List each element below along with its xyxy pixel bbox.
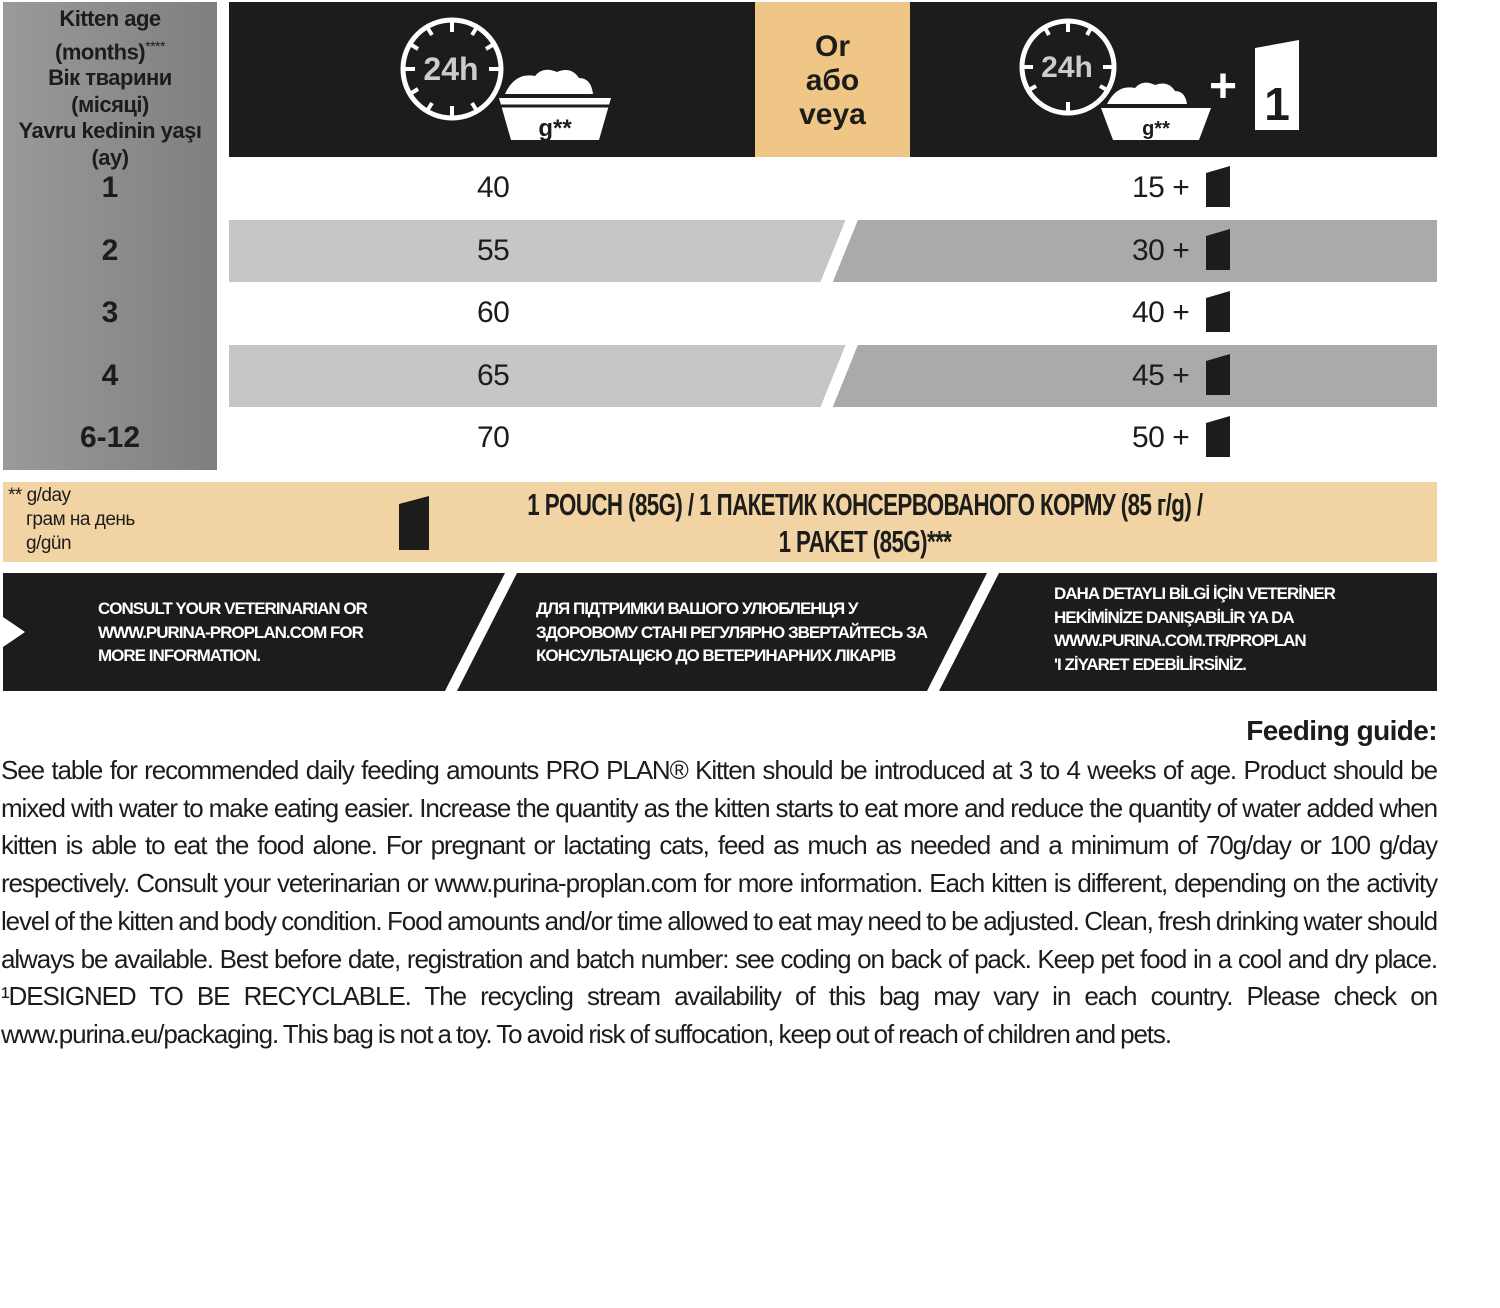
or-tr: veya (799, 98, 866, 131)
footer-tr-line: DAHA DETAYLI BİLGİ İÇİN VETERİNER (1054, 584, 1335, 603)
dry-amount: 70 (477, 421, 510, 455)
pouch-icon (1205, 165, 1231, 207)
legend-uk: грам на день (26, 509, 135, 530)
pouch-note-line1: 1 POUCH (85G) / 1 ПАКЕТИК КОНСЕРВОВАНОГО КОРМУ (85 г/g) / (527, 487, 1203, 522)
pouch-count: 1 (1264, 78, 1290, 130)
or-header (755, 2, 910, 157)
table-row (229, 407, 1437, 469)
table-row (229, 220, 1437, 282)
or-en: Or (814, 30, 850, 63)
age-value: 1 (101, 171, 119, 204)
age-header-en: Kitten age (59, 6, 161, 31)
unit-legend (8, 484, 135, 556)
footer-uk-line: ЗДОРОВОМУ СТАНІ РЕГУЛЯРНО ЗВЕРТАЙТЕСЬ ЗА (536, 622, 928, 642)
footer-uk-line: КОНСУЛЬТАЦІЄЮ ДО ВЕТЕРИНАРНИХ ЛІКАРІВ (536, 646, 896, 665)
footer-tr-line: 'I ZİYARET EDEBİLİRSİNİZ. (1054, 654, 1246, 674)
pouch-icon (1205, 353, 1231, 395)
bowl-label: g** (1142, 118, 1170, 140)
clock-label: 24h (423, 51, 479, 87)
age-header-tr: Yavru kedinin yaşı (18, 118, 202, 144)
mixed-amount (1132, 220, 1231, 282)
dry-amount: 60 (477, 296, 510, 330)
pouch-icon (1205, 415, 1231, 457)
mixed-grams: 50 + (1132, 421, 1190, 455)
pouch-icon (1205, 290, 1231, 332)
dry-amount: 65 (477, 358, 510, 392)
age-header (3, 6, 217, 171)
age-header-uk-unit: (місяці) (71, 91, 149, 117)
table-row (229, 345, 1437, 407)
bowl-label: g** (538, 115, 572, 142)
age-header-en-unit: (months) (55, 38, 146, 64)
mixed-grams: 40 + (1132, 296, 1190, 330)
footnote-mark: **** (145, 37, 165, 54)
footer-en-line: WWW.PURINA-PROPLAN.COM FOR (98, 622, 363, 642)
dry-amount: 40 (477, 171, 510, 204)
footer-en-line: MORE INFORMATION. (98, 646, 261, 665)
consult-footer (3, 573, 1437, 691)
pouch-icon (398, 494, 430, 550)
table-row (229, 157, 1437, 219)
footer-tr-line: WWW.PURINA.COM.TR/PROPLAN (1054, 631, 1306, 650)
age-value: 3 (101, 296, 119, 330)
clock-label: 24h (1041, 51, 1093, 84)
feeding-guide-text: See table for recommended daily feeding amounts PRO PLAN® Kitten should be introduced at 3 to 4 weeks of age. Product should be mixed with water to make eating easier. Increase the quantity as the kitten starts to eat more and reduce the quantity of water added when kitten is able to eat the food alone. For pregnant or lactating cats, feed as much as needed and a minimum of 70g/day or 100 g/day respectively. Consult your veterinarian or www.purina-proplan.com for more information. Each kitten is different, depending on the activity level of the kitten and body condition. Food amounts and/or time allowed to eat may need to be adjusted. Clean, fresh drinking water should always be available. Best before date, registration and batch number: see coding on back of pack. Keep pet food in a cool and dry place. ¹DESIGNED TO BE RECYCLABLE. The recycling stream availability of this bag may vary in each country. Please check on www.purina.eu/packaging. This bag is not a toy. To avoid risk of suffocation, keep out of reach of children and pets. (1, 755, 1437, 1049)
table-row (229, 282, 1437, 344)
mixed-grams: 45 + (1132, 358, 1190, 392)
feeding-guide-title: Feeding guide: (1246, 715, 1437, 746)
footer-en-line: CONSULT YOUR VETERINARIAN OR (98, 599, 367, 618)
pouch-note (430, 486, 1300, 560)
legend-tr: g/gün (26, 533, 72, 554)
footer-tr-line: HEKİMİNİZE DANIŞABİLİR YA DA (1054, 607, 1294, 627)
footer-en (98, 597, 367, 668)
dry-food-header (229, 2, 755, 157)
clock-bowl-pouch-icon (1015, 14, 1315, 144)
mixed-feeding-header (910, 2, 1437, 157)
legend-en: ** g/day (8, 485, 71, 506)
footer-uk-line: ДЛЯ ПІДТРИМКИ ВАШОГО УЛЮБЛЕНЦЯ У (536, 599, 858, 618)
dry-amount: 55 (477, 233, 510, 267)
age-header-uk: Вік тварини (48, 65, 172, 91)
mixed-grams: 15 + (1132, 171, 1190, 204)
footer-uk (536, 597, 927, 668)
mixed-amount (1132, 282, 1231, 344)
pouch-note-line2: 1 PAKET (85G)*** (778, 524, 952, 559)
age-value: 2 (101, 233, 119, 267)
mixed-amount (1132, 157, 1231, 219)
mixed-grams: 30 + (1132, 233, 1190, 267)
age-value: 6-12 (79, 421, 141, 455)
age-header-tr-unit: (ay) (91, 144, 129, 170)
clock-bowl-icon (397, 14, 617, 144)
pouch-icon (1205, 228, 1231, 270)
age-value: 4 (101, 358, 119, 392)
plus-sign: + (1208, 60, 1238, 113)
footer-tr (1054, 582, 1335, 676)
or-uk: або (805, 64, 860, 97)
mixed-amount (1132, 345, 1231, 407)
mixed-amount (1132, 407, 1231, 469)
